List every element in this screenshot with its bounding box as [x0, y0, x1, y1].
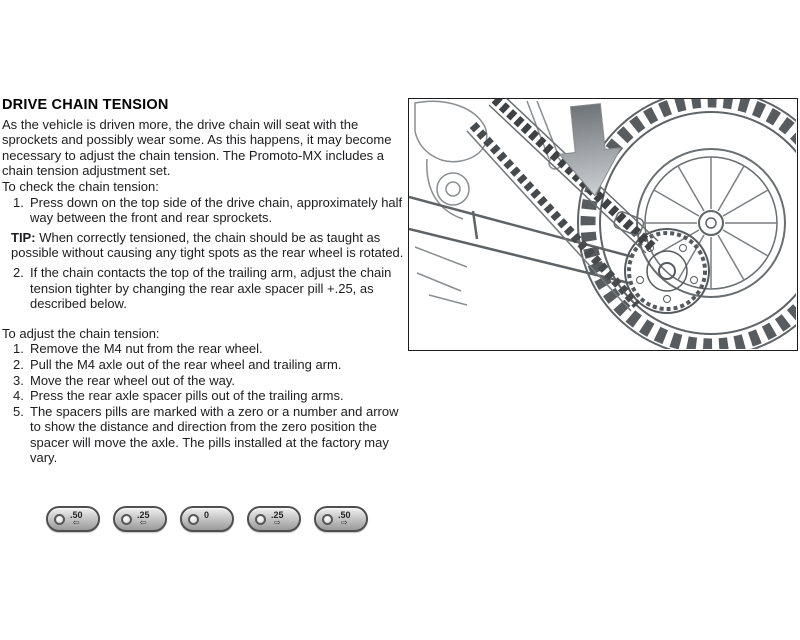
step-text: Press down on the top side of the drive chain, approximately half way between the front and rear sprockets.: [30, 194, 403, 226]
check-step-2: [2, 265, 404, 312]
step-text: Remove the M4 nut from the rear wheel.: [30, 341, 263, 357]
step-number: 1.: [13, 194, 24, 210]
pill-markings: [70, 511, 83, 527]
step-text: If the chain contacts the top of the trailing arm, adjust the chain tension tighter by changing the rear axle spacer pill +.25, as described below.: [30, 264, 392, 312]
adjust-step-5: [2, 404, 404, 466]
pill-value: .25: [271, 510, 284, 520]
section-title: DRIVE CHAIN TENSION: [2, 97, 169, 113]
pill-value: 0: [204, 510, 210, 520]
pill-markings: [271, 511, 284, 527]
pill-hole: [54, 514, 65, 525]
spacer-pill-25-right: [247, 506, 301, 532]
adjust-tension-lead: To adjust the chain tension:: [2, 325, 160, 341]
step-number: 4.: [13, 388, 24, 404]
pill-markings: [338, 511, 351, 527]
tip-label: TIP:: [11, 229, 36, 245]
adjust-step-4: [2, 388, 404, 404]
pill-hole: [322, 514, 333, 525]
tip-note: [11, 230, 404, 261]
adjust-step-3: [2, 373, 404, 389]
step-number: 5.: [13, 403, 24, 419]
check-tension-lead: To check the chain tension:: [2, 178, 159, 194]
step-number: 2.: [13, 264, 24, 280]
instructions-column: [2, 98, 404, 466]
check-step-1: [2, 195, 404, 226]
pill-hole: [255, 514, 266, 525]
spacer-pill-50-right: [314, 506, 368, 532]
step-number: 3.: [13, 372, 24, 388]
step-number: 1.: [13, 341, 24, 357]
spacer-pill-25-left: [113, 506, 167, 532]
press-down-arrow-icon: [555, 102, 626, 199]
pill-value: .50: [338, 510, 351, 520]
step-text: Press the rear axle spacer pills out of the trailing arms.: [30, 388, 344, 404]
pill-hole: [121, 514, 132, 525]
pill-markings: [204, 511, 209, 527]
rear-wheel: [578, 99, 796, 349]
drive-chain: [467, 99, 658, 311]
step-number: 2.: [13, 356, 24, 372]
pill-hole: [188, 514, 199, 525]
tip-text: When correctly tensioned, the chain should be as taught as possible without causing any tight spots as the rear wheel is rotated.: [11, 229, 404, 261]
adjust-step-1: [2, 341, 404, 357]
arrow-left-icon: ⇦: [72, 518, 80, 527]
chain-tension-figure: [408, 98, 798, 351]
pill-markings: [137, 511, 150, 527]
pill-value: .50: [70, 510, 83, 520]
arrow-right-icon: ⇨: [273, 518, 281, 527]
step-text: Move the rear wheel out of the way.: [30, 372, 235, 388]
arrow-right-icon: ⇨: [340, 518, 348, 527]
adjust-step-2: [2, 357, 404, 373]
step-text: The spacers pills are marked with a zero or a number and arrow to show the distance and direction from the zero position the spacer will move the axle. The pills installed at the factory may vary.: [30, 403, 399, 466]
spacer-pill-zero: [180, 506, 234, 532]
spacer-pill-row: [46, 506, 368, 532]
spacer-pill-50-left: [46, 506, 100, 532]
intro-paragraph: As the vehicle is driven more, the drive chain will seat with the sprockets and possibly wear some. As this happens, it may become necessary to adjust the chain tension. The Promoto-MX includes a chain tension adjustment set.: [2, 116, 392, 179]
arrow-left-icon: ⇦: [139, 518, 147, 527]
step-text: Pull the M4 axle out of the rear wheel and trailing arm.: [30, 356, 342, 372]
pill-value: .25: [137, 510, 150, 520]
chain-tension-illustration: [409, 99, 796, 349]
